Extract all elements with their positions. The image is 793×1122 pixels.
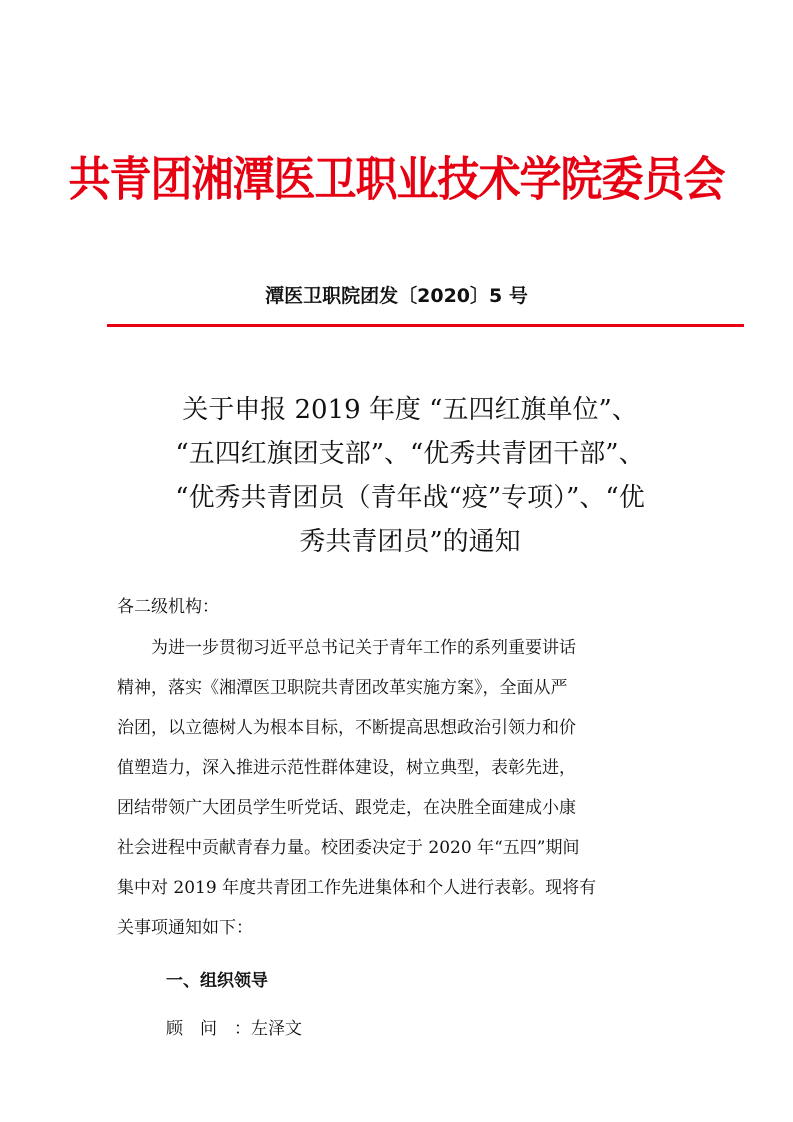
body-line: 精神，落实《湘潭医卫职院共青团改革实施方案》，全面从严 [117,678,568,698]
red-divider-line [107,324,744,327]
notice-title [110,388,710,564]
notice-title-line: “优秀共青团员（青年战“疫”专项）”、“优 [175,483,645,513]
advisor-name: 左泽文 [251,1019,302,1039]
document-number: 潭医卫职院团发〔2020〕5 号 [265,285,528,307]
advisor-label: 顾问 [166,1019,234,1039]
salutation: 各二级机构： [117,597,219,617]
notice-title-line: 关于申报 2019 年度 “五四红旗单位”、 [182,395,638,425]
body-line: 治团，以立德树人为根本目标，不断提高思想政治引领力和价 [117,718,576,738]
body-line: 集中对 2019 年度共青团工作先进集体和个人进行表彰。现将有 [117,878,597,898]
body-line: 关事项通知如下： [117,918,253,938]
body-line: 社会进程中贡献青春力量。校团委决定于 2020 年“五四”期间 [117,838,580,858]
section-heading: 一、组织领导 [166,971,268,991]
body-line: 为进一步贯彻习近平总书记关于青年工作的系列重要讲话 [117,638,576,658]
body-line: 值塑造力，深入推进示范性群体建设，树立典型，表彰先进， [117,758,576,778]
advisor-colon: ： [234,1019,251,1039]
notice-title-line: 秀共青团员”的通知 [299,527,521,557]
body-paragraph [117,628,697,948]
notice-title-line: “五四红旗团支部”、“优秀共青团干部”、 [175,439,645,469]
issuing-organization-title: 共青团湘潭医卫职业技术学院委员会 [68,152,725,207]
body-line: 团结带领广大团员学生听党话、跟党走，在决胜全面建成小康 [117,798,576,818]
advisor-line [166,1014,302,1044]
